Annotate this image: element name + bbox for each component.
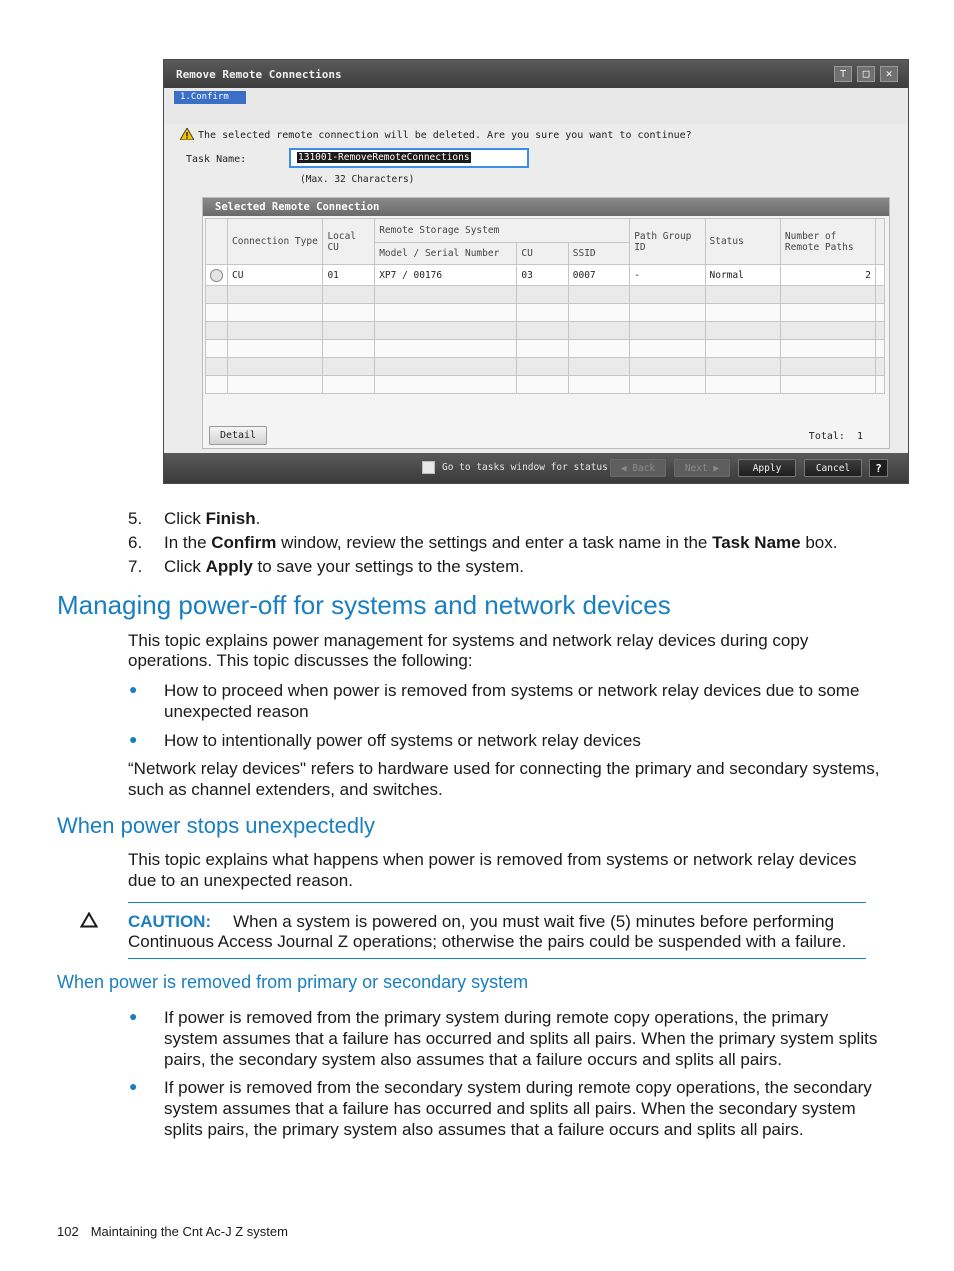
section-heading: Managing power-off for systems and network devices (57, 590, 671, 620)
row-select-radio[interactable] (210, 269, 223, 282)
total-label: Total: (808, 431, 845, 442)
col-number-of-remote-paths[interactable]: Number of Remote Paths (780, 219, 875, 265)
dialog-footer (164, 453, 908, 483)
empty-row (206, 286, 885, 304)
cell-cu: 03 (517, 265, 568, 286)
table-row[interactable] (206, 265, 885, 286)
step-bold-term: Finish (205, 509, 256, 528)
subsection-intro-line: This topic explains what happens when power is removed from systems or network relay devices (128, 850, 857, 869)
bullet-text: splits pairs, the primary system also assumes that a failure occurs and splits all pairs. (164, 1120, 804, 1139)
task-name-label: Task Name: (186, 154, 247, 165)
empty-row (206, 358, 885, 376)
cell-number-of-remote-paths: 2 (780, 265, 875, 286)
task-name-hint: (Max. 32 Characters) (300, 174, 415, 185)
table-title: Selected Remote Connection (203, 198, 889, 216)
col-status[interactable]: Status (705, 219, 780, 265)
empty-row (206, 322, 885, 340)
empty-row (206, 304, 885, 322)
empty-row (206, 376, 885, 394)
cell-connection-type: CU (228, 265, 323, 286)
chapter-title: Maintaining the Cnt Ac-J Z system (90, 1224, 288, 1239)
caution-icon (80, 912, 98, 928)
total-value: 1 (856, 431, 863, 442)
warning-icon (180, 128, 194, 140)
bullet-text: If power is removed from the secondary system during remote copy operations, the secondary (164, 1078, 872, 1097)
step-text: Click (164, 509, 206, 528)
step-text: to save your settings to the system. (252, 557, 524, 576)
subsection-intro-line: due to an unexpected reason. (128, 871, 353, 890)
connection-table (205, 218, 885, 394)
total-count (809, 431, 863, 442)
close-icon[interactable]: ✕ (880, 66, 898, 82)
bullet-icon: ● (129, 1078, 138, 1094)
remove-remote-connections-dialog (163, 59, 909, 484)
dialog-title: Remove Remote Connections (176, 68, 342, 81)
bullet-icon: ● (129, 681, 138, 697)
cell-spacer (875, 265, 884, 286)
col-model-serial[interactable]: Model / Serial Number (375, 243, 517, 265)
step-text: . (255, 509, 261, 528)
maximize-icon[interactable]: □ (857, 66, 875, 82)
detail-button[interactable]: Detail (209, 426, 267, 445)
cell-status: Normal (705, 265, 780, 286)
col-remote-storage-system: Remote Storage System (375, 219, 630, 243)
col-path-group-id[interactable]: Path Group ID (630, 219, 705, 265)
step-text: box. (800, 533, 838, 552)
section-intro-line: operations. This topic discusses the following: (128, 651, 473, 670)
step-bold-term: Confirm (211, 533, 277, 552)
bullet-text: How to proceed when power is removed from systems or network relay devices due to some (164, 681, 860, 700)
warning-text: The selected remote connection will be deleted. Are you sure you want to continue? (198, 130, 692, 141)
go-to-tasks-checkbox[interactable] (422, 461, 435, 474)
note-line: such as channel extenders, and switches. (128, 780, 443, 799)
step-item (128, 532, 888, 553)
step-item (128, 508, 888, 529)
step-bold-term: Apply (205, 557, 253, 576)
selected-remote-connection-panel (202, 197, 890, 449)
select-column-header (206, 219, 228, 265)
section-intro-line: This topic explains power management for systems and network relay devices during copy (128, 631, 809, 650)
step-number: 5. (128, 509, 143, 528)
bullet-icon: ● (129, 1008, 138, 1024)
col-connection-type[interactable]: Connection Type (228, 219, 323, 265)
apply-button[interactable]: Apply (738, 459, 796, 477)
col-local-cu[interactable]: Local CU (323, 219, 375, 265)
help-button[interactable]: ? (869, 459, 888, 477)
bullet-text: pairs, the secondary system also assumes that a failure occurs and splits all pairs. (164, 1050, 782, 1069)
wizard-steps (164, 88, 908, 124)
caution-line: Continuous Access Journal Z operations; otherwise the pairs could be suspended with a failure. (128, 932, 847, 951)
caution-line (128, 911, 834, 932)
caution-text: When a system is powered on, you must wait five (5) minutes before performing (233, 912, 835, 931)
page-footer (57, 1224, 288, 1239)
step-item (128, 556, 888, 577)
step-text: In the (164, 533, 212, 552)
cell-local-cu: 01 (323, 265, 375, 286)
go-to-tasks-label: Go to tasks window for status (442, 462, 608, 473)
back-button[interactable]: ◀ Back (610, 459, 666, 477)
cell-path-group-id: - (630, 265, 705, 286)
bullet-text: system assumes that a failure has occurred and splits all pairs. When the secondary system (164, 1099, 856, 1118)
dialog-titlebar (164, 60, 908, 88)
bullet-icon: ● (129, 731, 138, 747)
col-cu[interactable]: CU (517, 243, 568, 265)
step-number: 6. (128, 533, 143, 552)
bullet-text: If power is removed from the primary system during remote copy operations, the primary (164, 1008, 829, 1027)
subsection-heading: When power stops unexpectedly (57, 813, 375, 838)
next-button[interactable]: Next ▶ (674, 459, 730, 477)
empty-row (206, 340, 885, 358)
step-text: window, review the settings and enter a task name in the (276, 533, 713, 552)
page-number: 102 (57, 1224, 79, 1239)
cell-ssid: 0007 (568, 265, 629, 286)
step-text: Click (164, 557, 206, 576)
dialog-body (164, 124, 908, 453)
col-ssid[interactable]: SSID (568, 243, 629, 265)
cancel-button[interactable]: Cancel (804, 459, 862, 477)
subsubsection-heading: When power is removed from primary or secondary system (57, 972, 529, 992)
step-bold-term: Task Name (712, 533, 801, 552)
cell-model-serial: XP7 / 00176 (375, 265, 517, 286)
col-spacer (875, 219, 884, 265)
task-name-value: 131001-RemoveRemoteConnections (298, 152, 470, 163)
step-number: 7. (128, 557, 143, 576)
bullet-text: unexpected reason (164, 702, 309, 721)
pin-icon[interactable]: ⊤ (834, 66, 852, 82)
step-confirm-tab: 1.Confirm (174, 91, 246, 104)
caution-label: CAUTION: (128, 912, 212, 931)
task-name-input[interactable] (289, 148, 529, 168)
procedure-steps (128, 508, 888, 580)
warning-message (180, 128, 692, 141)
row-radio-cell[interactable] (206, 265, 228, 286)
note-line: “Network relay devices" refers to hardware used for connecting the primary and secondary systems, (128, 759, 880, 778)
bullet-text: system assumes that a failure has occurred and splits all pairs. When the primary system splits (164, 1029, 878, 1048)
bullet-text: How to intentionally power off systems or network relay devices (164, 731, 641, 750)
